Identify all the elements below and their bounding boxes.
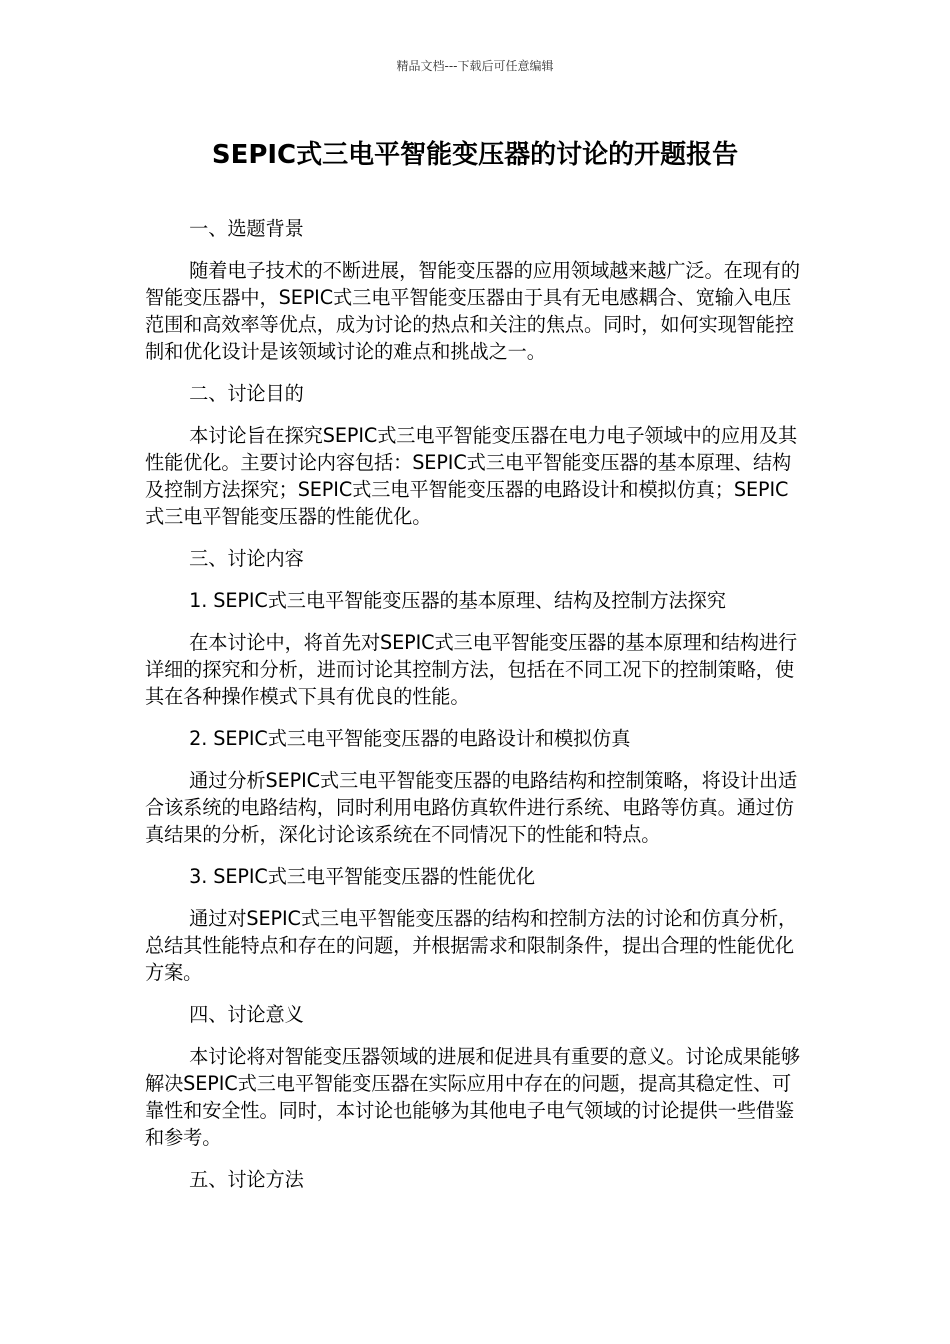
paragraph-circuit-design: 通过分析SEPIC式三电平智能变压器的电路结构和控制策略，将设计出适合该系统的电路结构，同时利用电路仿真软件进行系统、电路等仿真。通过仿真结果的分析，深化讨论该系统在不同情况下的性能和特点。 — [145, 769, 798, 846]
section-heading-methods: 五、讨论方法 — [189, 1168, 304, 1191]
paragraph-significance: 本讨论将对智能变压器领域的进展和促进具有重要的意义。讨论成果能够解决SEPIC式三电平智能变压器在实际应用中存在的问题，提高其稳定性、可靠性和安全性。同时，本讨论也能够为其他电子电气领域的讨论提供一些借鉴和参考。 — [145, 1045, 800, 1149]
section-heading-content: 三、讨论内容 — [189, 547, 304, 570]
paragraph-background: 随着电子技术的不断进展，智能变压器的应用领域越来越广泛。在现有的智能变压器中，SEPIC式三电平智能变压器由于具有无电感耦合、宽输入电压范围和高效率等优点，成为讨论的热点和关注的焦点。同时，如何实现智能控制和优化设计是该领域讨论的难点和挑战之一。 — [145, 259, 800, 363]
section-heading-significance: 四、讨论意义 — [189, 1003, 304, 1026]
section-heading-purpose: 二、讨论目的 — [189, 382, 304, 405]
page-header-watermark: 精品文档---下载后可任意编辑 — [396, 59, 554, 73]
subheading-optimization: 3. SEPIC式三电平智能变压器的性能优化 — [189, 865, 535, 888]
document-body — [145, 215, 800, 1208]
section-heading-background: 一、选题背景 — [189, 217, 304, 240]
paragraph-optimization: 通过对SEPIC式三电平智能变压器的结构和控制方法的讨论和仿真分析，总结其性能特点和存在的问题，并根据需求和限制条件，提出合理的性能优化方案。 — [145, 907, 798, 984]
subheading-principle: 1. SEPIC式三电平智能变压器的基本原理、结构及控制方法探究 — [189, 589, 726, 612]
paragraph-principle: 在本讨论中，将首先对SEPIC式三电平智能变压器的基本原理和结构进行详细的探究和分析，进而讨论其控制方法，包括在不同工况下的控制策略，使其在各种操作模式下具有优良的性能。 — [145, 631, 798, 708]
document-title: SEPIC式三电平智能变压器的讨论的开题报告 — [211, 140, 739, 170]
paragraph-purpose: 本讨论旨在探究SEPIC式三电平智能变压器在电力电子领域中的应用及其性能优化。主要讨论内容包括：SEPIC式三电平智能变压器的基本原理、结构及控制方法探究；SEPIC式三电平智能变压器的电路设计和模拟仿真；SEPIC式三电平智能变压器的性能优化。 — [145, 424, 798, 528]
subheading-circuit-design: 2. SEPIC式三电平智能变压器的电路设计和模拟仿真 — [189, 727, 631, 750]
